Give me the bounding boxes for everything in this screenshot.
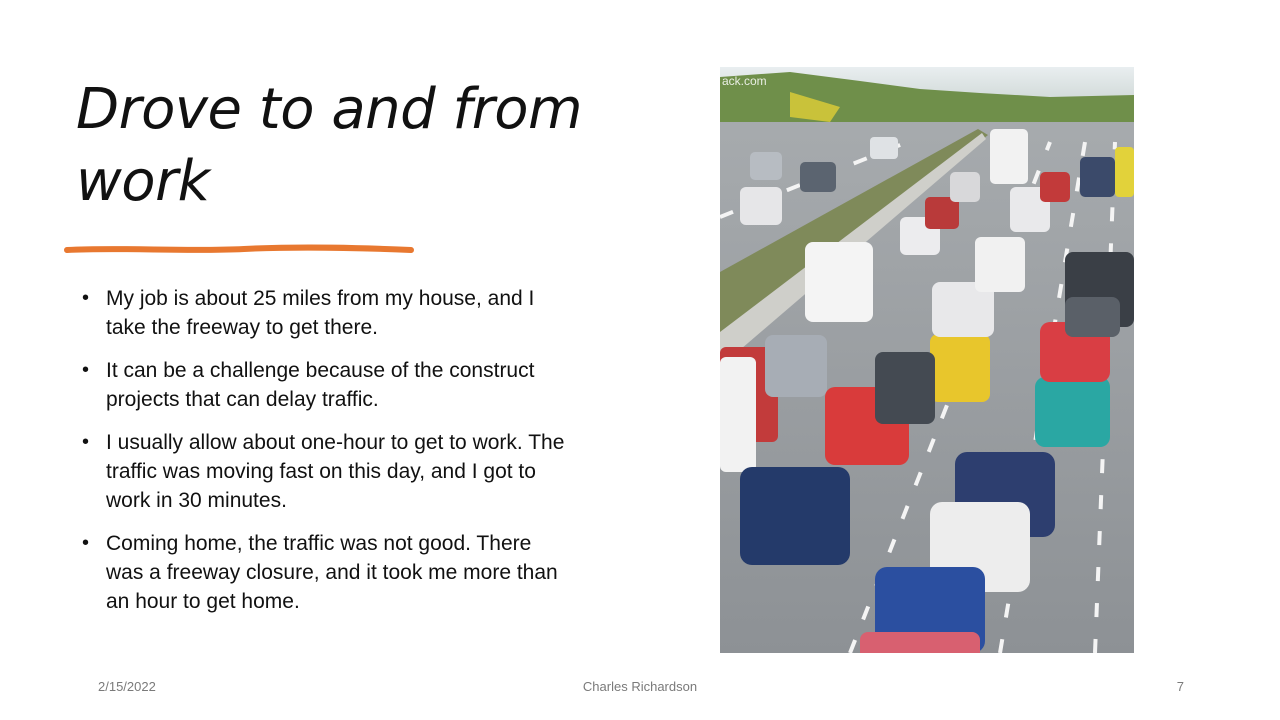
photo-watermark: ack.com [722,74,767,88]
bullet-item [80,356,570,414]
footer-author: Charles Richardson [582,679,698,694]
slide-title: Drove to and from work [76,77,583,214]
traffic-photo [720,67,1134,653]
bullet-item [80,284,570,342]
bullet-text: I usually allow about one-hour to get to work. The traffic was moving fast on this day, and I got to work in 30 minutes. [106,431,565,512]
bullet-text: Coming home, the traffic was not good. There was a freeway closure, and it took me more than an hour to get home. [106,532,558,613]
bullet-item [80,529,570,616]
bullet-marker: • [82,287,90,309]
bullet-marker: • [82,359,90,381]
title-accent-line [64,243,416,257]
bullet-list [80,284,570,630]
bullet-text: It can be a challenge because of the construct projects that can delay traffic. [106,359,535,411]
bullet-text: My job is about 25 miles from my house, and I take the freeway to get there. [106,287,535,339]
bullet-marker: • [82,532,90,554]
bullet-marker: • [82,431,90,453]
footer-page-number: 7 [1176,679,1184,694]
footer-date: 2/15/2022 [98,679,156,694]
bullet-item [80,428,570,515]
